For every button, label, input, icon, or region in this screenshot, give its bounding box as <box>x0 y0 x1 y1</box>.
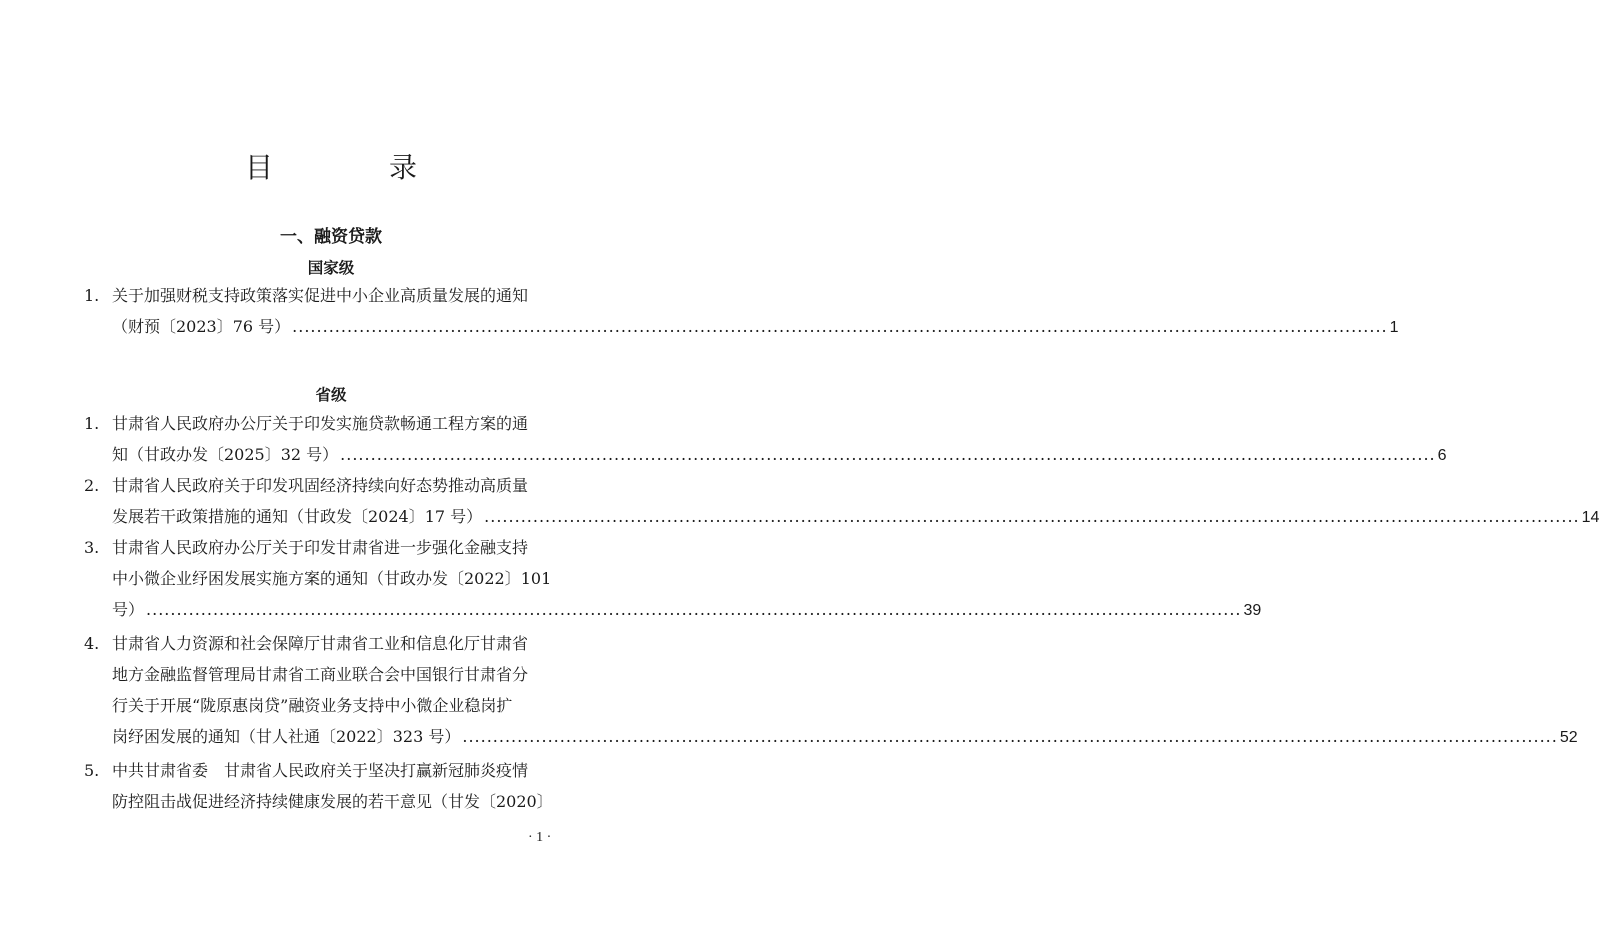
toc-entry-provincial-1[interactable] <box>84 408 1447 470</box>
entry-page-number: 14 <box>1581 509 1599 526</box>
entry-number: 2. <box>84 476 100 495</box>
entry-title-line: 行关于开展“陇原惠岗贷”融资业务支持中小微企业稳岗扩 <box>112 696 513 715</box>
entry-title-line: 知（甘政办发〔2025〕32 号） <box>112 445 339 464</box>
footer-page-number: · 1 · <box>528 830 552 845</box>
sub-heading-national: 国家级 <box>307 259 355 277</box>
entry-title-line: 中共甘肃省委 甘肃省人民政府关于坚决打赢新冠肺炎疫情 <box>112 761 529 780</box>
sub-heading-provincial: 省级 <box>315 386 347 404</box>
entry-title-line: 甘肃省人力资源和社会保障厅甘肃省工业和信息化厅甘肃省 <box>112 634 529 653</box>
entry-title-line: 发展若干政策措施的通知（甘政发〔2024〕17 号） <box>112 507 483 526</box>
entry-number: 1. <box>84 414 100 433</box>
entry-title-line: 岗纾困发展的通知（甘人社通〔2022〕323 号） <box>112 727 461 746</box>
toc-entry-national-1[interactable] <box>84 280 1399 342</box>
entry-number: 1. <box>84 286 100 305</box>
entry-number: 4. <box>84 634 100 653</box>
entry-title-line: 甘肃省人民政府办公厅关于印发甘肃省进一步强化金融支持 <box>112 538 529 557</box>
dot-leader <box>484 501 1579 532</box>
entry-doc-number: （财预〔2023〕76 号） <box>112 317 291 336</box>
entry-title-line: 号） <box>112 600 145 619</box>
toc-entry-provincial-4[interactable] <box>84 628 1578 752</box>
dot-leader <box>146 594 1241 625</box>
entry-title-line: 甘肃省人民政府办公厅关于印发实施贷款畅通工程方案的通 <box>112 414 529 433</box>
dot-leader <box>292 311 1387 342</box>
dot-leader <box>340 439 1435 470</box>
page-title: 目 录 <box>244 151 461 184</box>
entry-title-line: 防控阻击战促进经济持续健康发展的若干意见（甘发〔2020〕 <box>112 792 553 811</box>
entry-number: 5. <box>84 761 100 780</box>
entry-page-number: 1 <box>1389 319 1399 336</box>
toc-entry-provincial-2[interactable] <box>84 470 1599 532</box>
entry-page-number: 6 <box>1437 447 1447 464</box>
entry-title-line: 关于加强财税支持政策落实促进中小企业高质量发展的通知 <box>112 286 529 305</box>
entry-title-line: 地方金融监督管理局甘肃省工商业联合会中国银行甘肃省分 <box>112 665 529 684</box>
entry-title-line: 中小微企业纾困发展实施方案的通知（甘政办发〔2022〕101 <box>112 569 552 588</box>
entry-page-number: 39 <box>1243 602 1262 619</box>
dot-leader <box>462 721 1557 752</box>
entry-number: 3. <box>84 538 100 557</box>
toc-entry-provincial-5[interactable] <box>84 755 580 817</box>
toc-entry-provincial-3[interactable] <box>84 532 1262 625</box>
section-heading-financing: 一、融资贷款 <box>280 227 382 247</box>
entry-page-number: 52 <box>1559 729 1578 746</box>
entry-title-line: 甘肃省人民政府关于印发巩固经济持续向好态势推动高质量 <box>112 476 529 495</box>
